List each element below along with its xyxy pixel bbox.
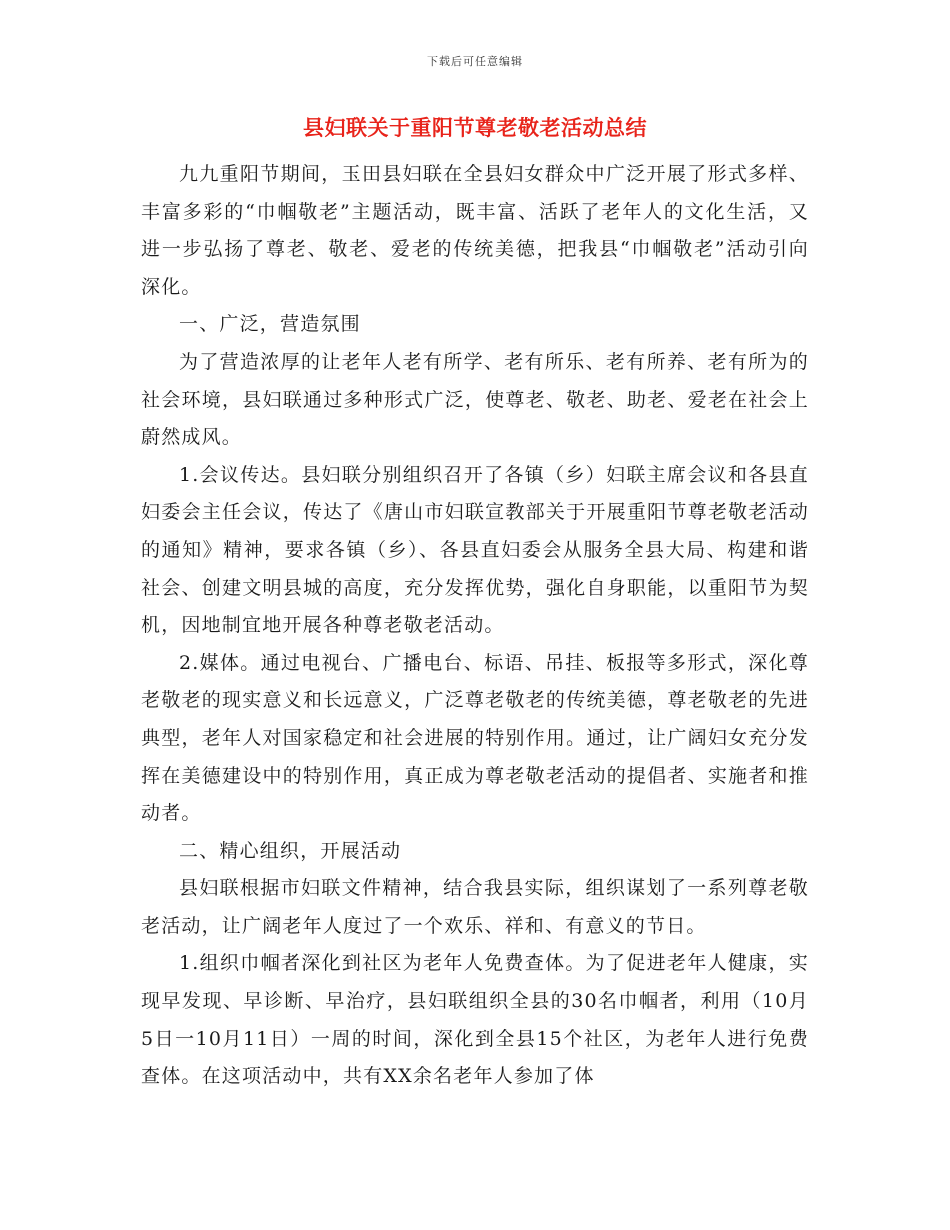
paragraph-health-check: 1.组织巾帼者深化到社区为老年人免费查体。为了促进老年人健康，实现早发现、早诊断、早治疗，县妇联组织全县的30名巾帼者，利用（10月5日一10月11日）一周的时间，深化到全县15个社区，为老年人进行免费查体。在这项活动中，共有XX余名老年人参加了体 <box>141 952 809 1088</box>
paragraph-section-1-intro: 为了营造浓厚的让老年人老有所学、老有所乐、老有所养、老有所为的社会环境，县妇联通过多种形式广泛，使尊老、敬老、助老、爱老在社会上蔚然成风。 <box>141 350 809 449</box>
section-heading-2: 二、精心组织，开展活动 <box>179 839 402 862</box>
section-heading-1: 一、广泛，营造氛围 <box>179 313 361 336</box>
paragraph-section-2-intro: 县妇联根据市妇联文件精神，结合我县实际，组织谋划了一系列尊老敬老活动，让广阔老年人度过了一个欢乐、祥和、有意义的节日。 <box>141 877 809 937</box>
paragraph-intro: 九九重阳节期间，玉田县妇联在全县妇女群众中广泛开展了形式多样、丰富多彩的“巾帼敬老”主题活动，既丰富、活跃了老年人的文化生活，又进一步弘扬了尊老、敬老、爱老的传统美德，把我县“巾帼敬老”活动引向深化。 <box>141 163 809 298</box>
paragraph-meeting: 1.会议传达。县妇联分别组织召开了各镇（乡）妇联主席会议和各县直妇委会主任会议，传达了《唐山市妇联宣教部关于开展重阳节尊老敬老活动的通知》精神，要求各镇（乡）、各县直妇委会从服务全县大局、构建和谐社会、创建文明县城的高度，充分发挥优势，强化自身职能，以重阳节为契机，因地制宜地开展各种尊老敬老活动。 <box>141 463 809 637</box>
paragraph-media: 2.媒体。通过电视台、广播电台、标语、吊挂、板报等多形式，深化尊老敬老的现实意义和长远意义，广泛尊老敬老的传统美德，尊老敬老的先进典型，老年人对国家稳定和社会进展的特别作用。通过，让广阔妇女充分发挥在美德建设中的特别作用，真正成为尊老敬老活动的提倡者、实施者和推动者。 <box>141 651 809 825</box>
page-header-note: 下载后可任意编辑 <box>427 55 523 68</box>
document-title: 县妇联关于重阳节尊老敬老活动总结 <box>303 115 647 140</box>
document-body <box>141 156 809 1096</box>
